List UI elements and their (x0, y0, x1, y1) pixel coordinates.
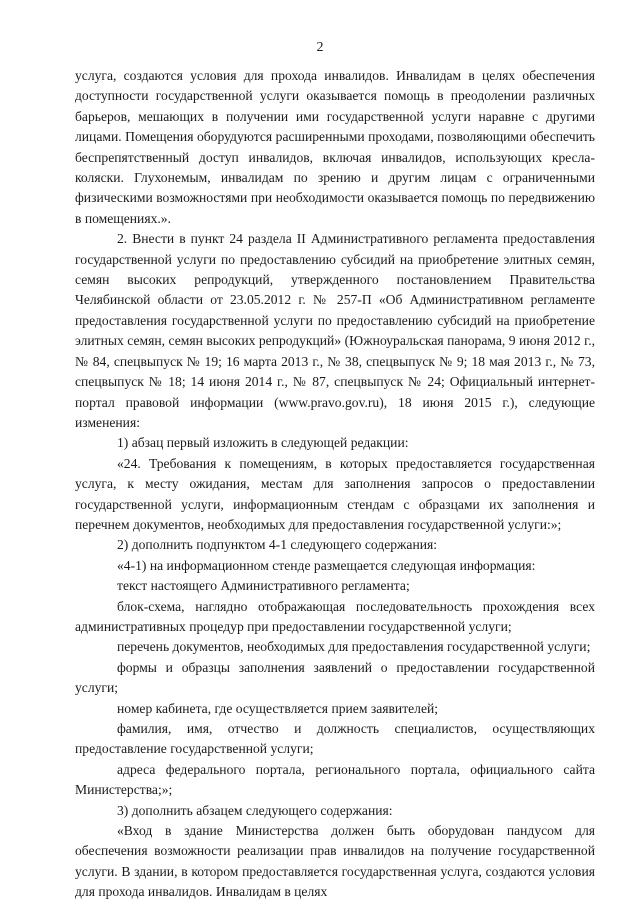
paragraph: номер кабинета, где осуществляется прием заявителей; (117, 700, 439, 716)
paragraph: «4-1) на информационном стенде размещается следующая информация: (117, 557, 536, 573)
paragraph: 2. Внести в пункт 24 раздела II Административного регламента предоставления государственной услуги по предоставлению субсидий на приобретение элитных семян, семян высоких репродукций, утвержденного постановлением Правительства Челябинской области от 23.05.2012 г. № 257-П «Об Административном регламенте предоставления государственной услуги по предоставлению субсидий на приобретение элитных семян, семян высоких репродукций» (Южноуральская панорама, 9 июня 2012 г., № 84, спецвыпуск № 19; 16 марта 2013 г., № 38, спецвыпуск № 9; 18 мая 2013 г., № 73, спецвыпуск № 18; 14 июня 2014 г., № 87, спецвыпуск № 24; Официальный интернет-портал правовой информации (www.pravo.gov.ru), 18 июня 2015 г.), следующие изменения: (75, 231, 595, 430)
document-body (75, 66, 595, 903)
paragraph: 3) дополнить абзацем следующего содержания: (117, 802, 393, 818)
paragraph: адреса федерального портала, регионального портала, официального сайта Министерства;»; (75, 761, 595, 798)
paragraph: 1) абзац первый изложить в следующей редакции: (117, 435, 409, 451)
paragraph: «24. Требования к помещениям, в которых предоставляется государственная услуга, к месту ожидания, местам для заполнения запросов о предоставлении государственной услуги, информационным стендам с образцами их заполнения и перечнем документов, необходимых для предоставления государственной услуги:»; (75, 455, 595, 532)
page-number: 2 (316, 40, 324, 55)
paragraph: фамилия, имя, отчество и должность специалистов, осуществляющих предоставление государственной услуги; (75, 721, 595, 757)
paragraph: перечень документов, необходимых для предоставления государственной услуги; (117, 639, 591, 655)
paragraph: 2) дополнить подпунктом 4-1 следующего содержания: (117, 537, 438, 553)
paragraph: текст настоящего Административного регламента; (117, 578, 410, 594)
paragraph: «Вход в здание Министерства должен быть оборудован пандусом для обеспечения возможности реализации прав инвалидов на получение государственной услуги. В здании, в котором предоставляется государственная услуга, создаются условия для прохода инвалидов. Инвалидам в целях (75, 823, 595, 900)
paragraph: формы и образцы заполнения заявлений о предоставлении государственной услуги; (75, 659, 595, 696)
paragraph: услуга, создаются условия для прохода инвалидов. Инвалидам в целях обеспечения доступности государственной услуги оказывается помощь в преодолении различных барьеров, мешающих в получении ими государственной услуги наравне с другими лицами. Помещения оборудуются расширенными проходами, позволяющими обеспечить беспрепятственный доступ инвалидов, включая инвалидов, использующих кресла-коляски. Глухонемым, инвалидам по зрению и другим лицам с ограниченными физическими возможностями при необходимости оказывается помощь по передвижению в помещениях.». (75, 68, 595, 226)
paragraph: блок-схема, наглядно отображающая последовательность прохождения всех административных процедур при предоставлении государственной услуги; (75, 598, 595, 634)
